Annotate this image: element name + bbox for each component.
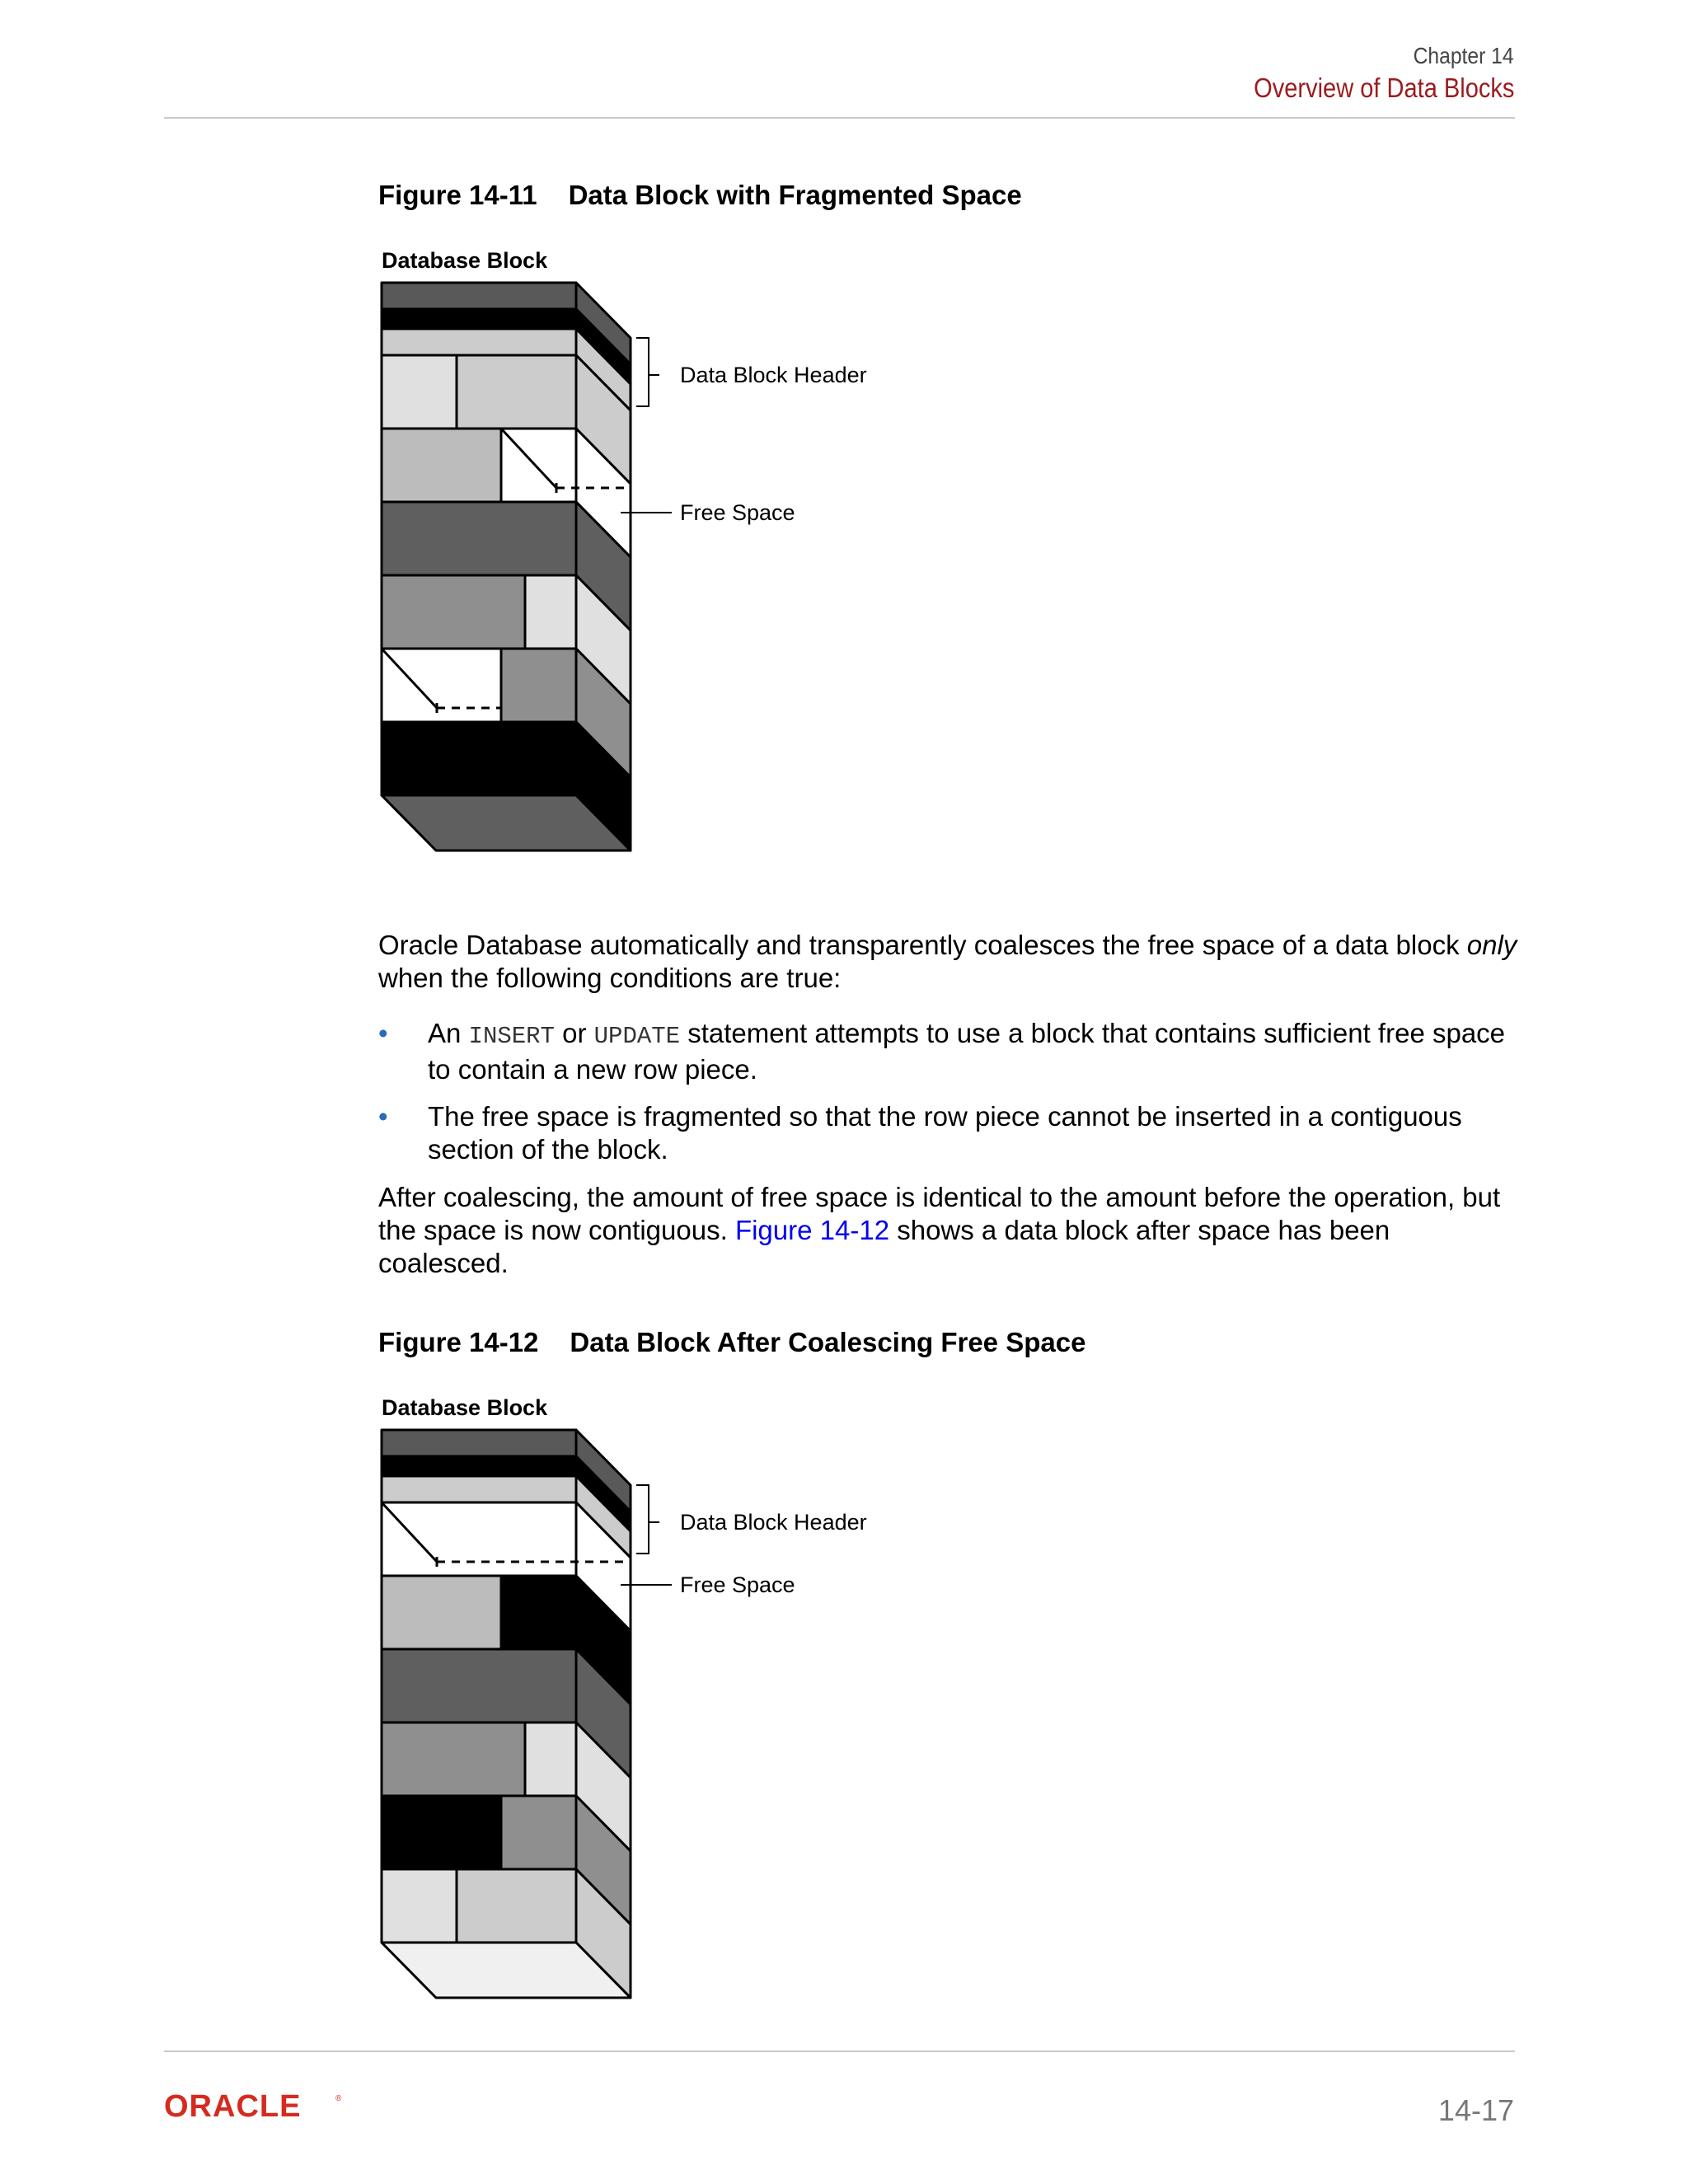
figure-14-11-caption [378, 180, 1022, 211]
after-paragraph [378, 1181, 1520, 1280]
footer-divider [164, 2050, 1515, 2052]
intro-text: Oracle Database automatically and transparently coalesces the free space of a data block [378, 930, 1467, 960]
bullet-icon: • [378, 1018, 388, 1048]
figure-number: Figure 14-12 [378, 1327, 539, 1357]
bullet-text: An [428, 1018, 469, 1048]
chapter-label: Chapter 14 [1414, 43, 1514, 68]
figure-title: Data Block with Fragmented Space [568, 180, 1022, 210]
page-number: 14-17 [1437, 2093, 1514, 2127]
bullet-text: The free space is fragmented so that the row piece cannot be inserted in a contiguous section of the block. [428, 1101, 1462, 1165]
data-block-header-label: Data Block Header [680, 1510, 867, 1535]
oracle-logo [164, 2089, 354, 2122]
intro-emphasis: only [1466, 930, 1517, 960]
section-title: Overview of Data Blocks [1253, 73, 1514, 103]
svg-text:ORACLE: ORACLE [164, 2089, 302, 2122]
free-space-label: Free Space [680, 1572, 795, 1597]
svg-text:®: ® [335, 2094, 342, 2103]
intro-text-after: when the following conditions are true: [378, 963, 842, 993]
database-block-label: Database Block [382, 248, 548, 273]
figure-number: Figure 14-11 [378, 180, 537, 210]
figure-14-12-caption [378, 1327, 1085, 1358]
header-divider [164, 117, 1515, 119]
code-insert: INSERT [468, 1023, 555, 1050]
figure-14-11-diagram [375, 243, 903, 853]
bullet-text: statement attempts to use a block that contains sufficient free space to contain a new row piece. [428, 1018, 1506, 1085]
bullet-icon: • [378, 1101, 388, 1132]
database-block-label: Database Block [382, 1395, 548, 1420]
after-text-end: shows a data block after space has been coalesced. [378, 1215, 1390, 1278]
free-space-label: Free Space [680, 500, 795, 525]
bullet-text: or [554, 1018, 594, 1048]
after-text: After coalescing, the amount of free space is identical to the amount before the operation, but the space is now contiguous. [378, 1182, 1501, 1245]
figure-14-12-link[interactable]: Figure 14-12 [734, 1215, 890, 1245]
code-update: UPDATE [593, 1023, 681, 1050]
figure-title: Data Block After Coalescing Free Space [570, 1327, 1086, 1357]
intro-paragraph [378, 929, 1520, 995]
data-block-header-label: Data Block Header [680, 363, 867, 387]
figure-14-12-diagram [375, 1390, 903, 2000]
